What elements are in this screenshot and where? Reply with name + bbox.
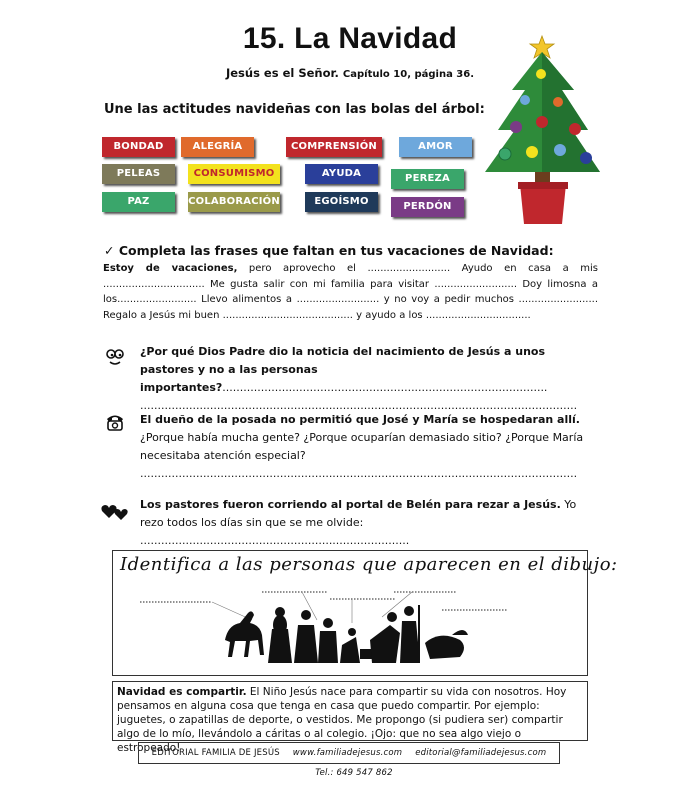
identify-heading: Identifica a las personas que aparecen en el dibujo: — [120, 554, 618, 575]
tag-consumismo[interactable]: CONSUMISMO — [188, 164, 280, 184]
footer — [138, 742, 560, 778]
match-instruction: Une las actitudes navideñas con las bolas del árbol: — [104, 102, 485, 117]
tag-alegria[interactable]: ALEGRÍA — [181, 137, 254, 157]
tag-perdon[interactable]: PERDÓN — [391, 197, 464, 217]
question-3-rest[interactable]: Yo rezo todos los días sin que se me olvide: ............................................................................. — [140, 498, 577, 547]
question-2-options: ¿Porque había mucha gente? ¿Porque ocuparían demasiado sitio? ¿Porque María necesitaba atención especial? — [140, 431, 584, 462]
tag-comprension[interactable]: COMPRENSIÓN — [286, 137, 382, 157]
tag-colaboracion[interactable]: COLABORACIÓN — [188, 192, 280, 212]
compartir-text: El Niño Jesús nace para compartir su vida con nosotros. Hoy pensamos en alguna cosa que tenga en casa que puedo compartir. Por ejemplo: juguetes, o zapatillas de deporte, o vestidos. Me propongo (si pudiera ser) compartir algo de lo mío, llevándolo a cáritas o al colegio. ¡Ojo: que no sea algo viejo o estropeado! — [117, 686, 567, 754]
complete-lead: Estoy de vacaciones, — [103, 263, 238, 274]
question-1-answer-line[interactable]: ............................................................................................................................. — [140, 399, 578, 412]
hearts-icon — [100, 500, 130, 522]
complete-paragraph — [103, 261, 598, 323]
footer-publisher: EDITORIAL FAMILIA DE JESÚS — [151, 748, 280, 758]
tag-pereza[interactable]: PEREZA — [391, 169, 464, 189]
question-1-dots[interactable]: ............................................................................................. — [222, 381, 548, 394]
tag-bondad[interactable]: BONDAD — [102, 137, 175, 157]
question-2-answer-line[interactable]: ............................................................................................................................. — [140, 467, 578, 480]
footer-web[interactable]: www.familiadejesus.com — [292, 748, 403, 758]
telephone-icon — [104, 411, 126, 433]
subtitle-main: Jesús es el Señor. — [225, 66, 339, 80]
complete-body: pero aprovecho el .......................... Ayudo en casa a mis ................................ Me gusta salir con mi familia para visitar .......................... Doy limosna a los......................... Llevo alimentos a .......................... y no voy a pedir muchos ......................... Regalo a Jesús mi buen ......................................... y ayudo a los ................................. — [103, 263, 598, 321]
question-3-text: Los pastores fueron corriendo al portal de Belén para rezar a Jesús. — [140, 498, 561, 511]
nativity-silhouette-icon — [220, 585, 470, 665]
tag-peleas[interactable]: PELEAS — [102, 164, 175, 184]
footer-email[interactable]: editorial@familiadejesus.com — [415, 748, 547, 758]
question-2 — [140, 411, 600, 483]
subtitle-ref: Capítulo 10, página 36. — [342, 69, 475, 80]
checkmark-icon: ✓ — [104, 243, 115, 258]
compartir-heading: Navidad es compartir. — [117, 686, 247, 698]
complete-heading-text: Completa las frases que faltan en tus vacaciones de Navidad: — [118, 243, 554, 258]
footer-phone: Tel.: 649 547 862 — [315, 768, 393, 778]
tag-amor[interactable]: AMOR — [399, 137, 472, 157]
christmas-tree-icon — [480, 32, 610, 227]
tag-egoismo[interactable]: EGOÍSMO — [305, 192, 378, 212]
thinking-face-icon — [104, 346, 126, 368]
tag-paz[interactable]: PAZ — [102, 192, 175, 212]
complete-heading — [104, 243, 554, 258]
page-title: 15. La Navidad — [242, 22, 458, 55]
tag-ayuda[interactable]: AYUDA — [305, 164, 378, 184]
question-1-text: ¿Por qué Dios Padre dio la noticia del nacimiento de Jesús a unos pastores y no a las personas importantes? — [140, 345, 546, 394]
question-1 — [140, 343, 600, 415]
question-3 — [140, 496, 600, 550]
question-2-text: El dueño de la posada no permitió que José y María se hospedaran allí. — [140, 413, 580, 426]
